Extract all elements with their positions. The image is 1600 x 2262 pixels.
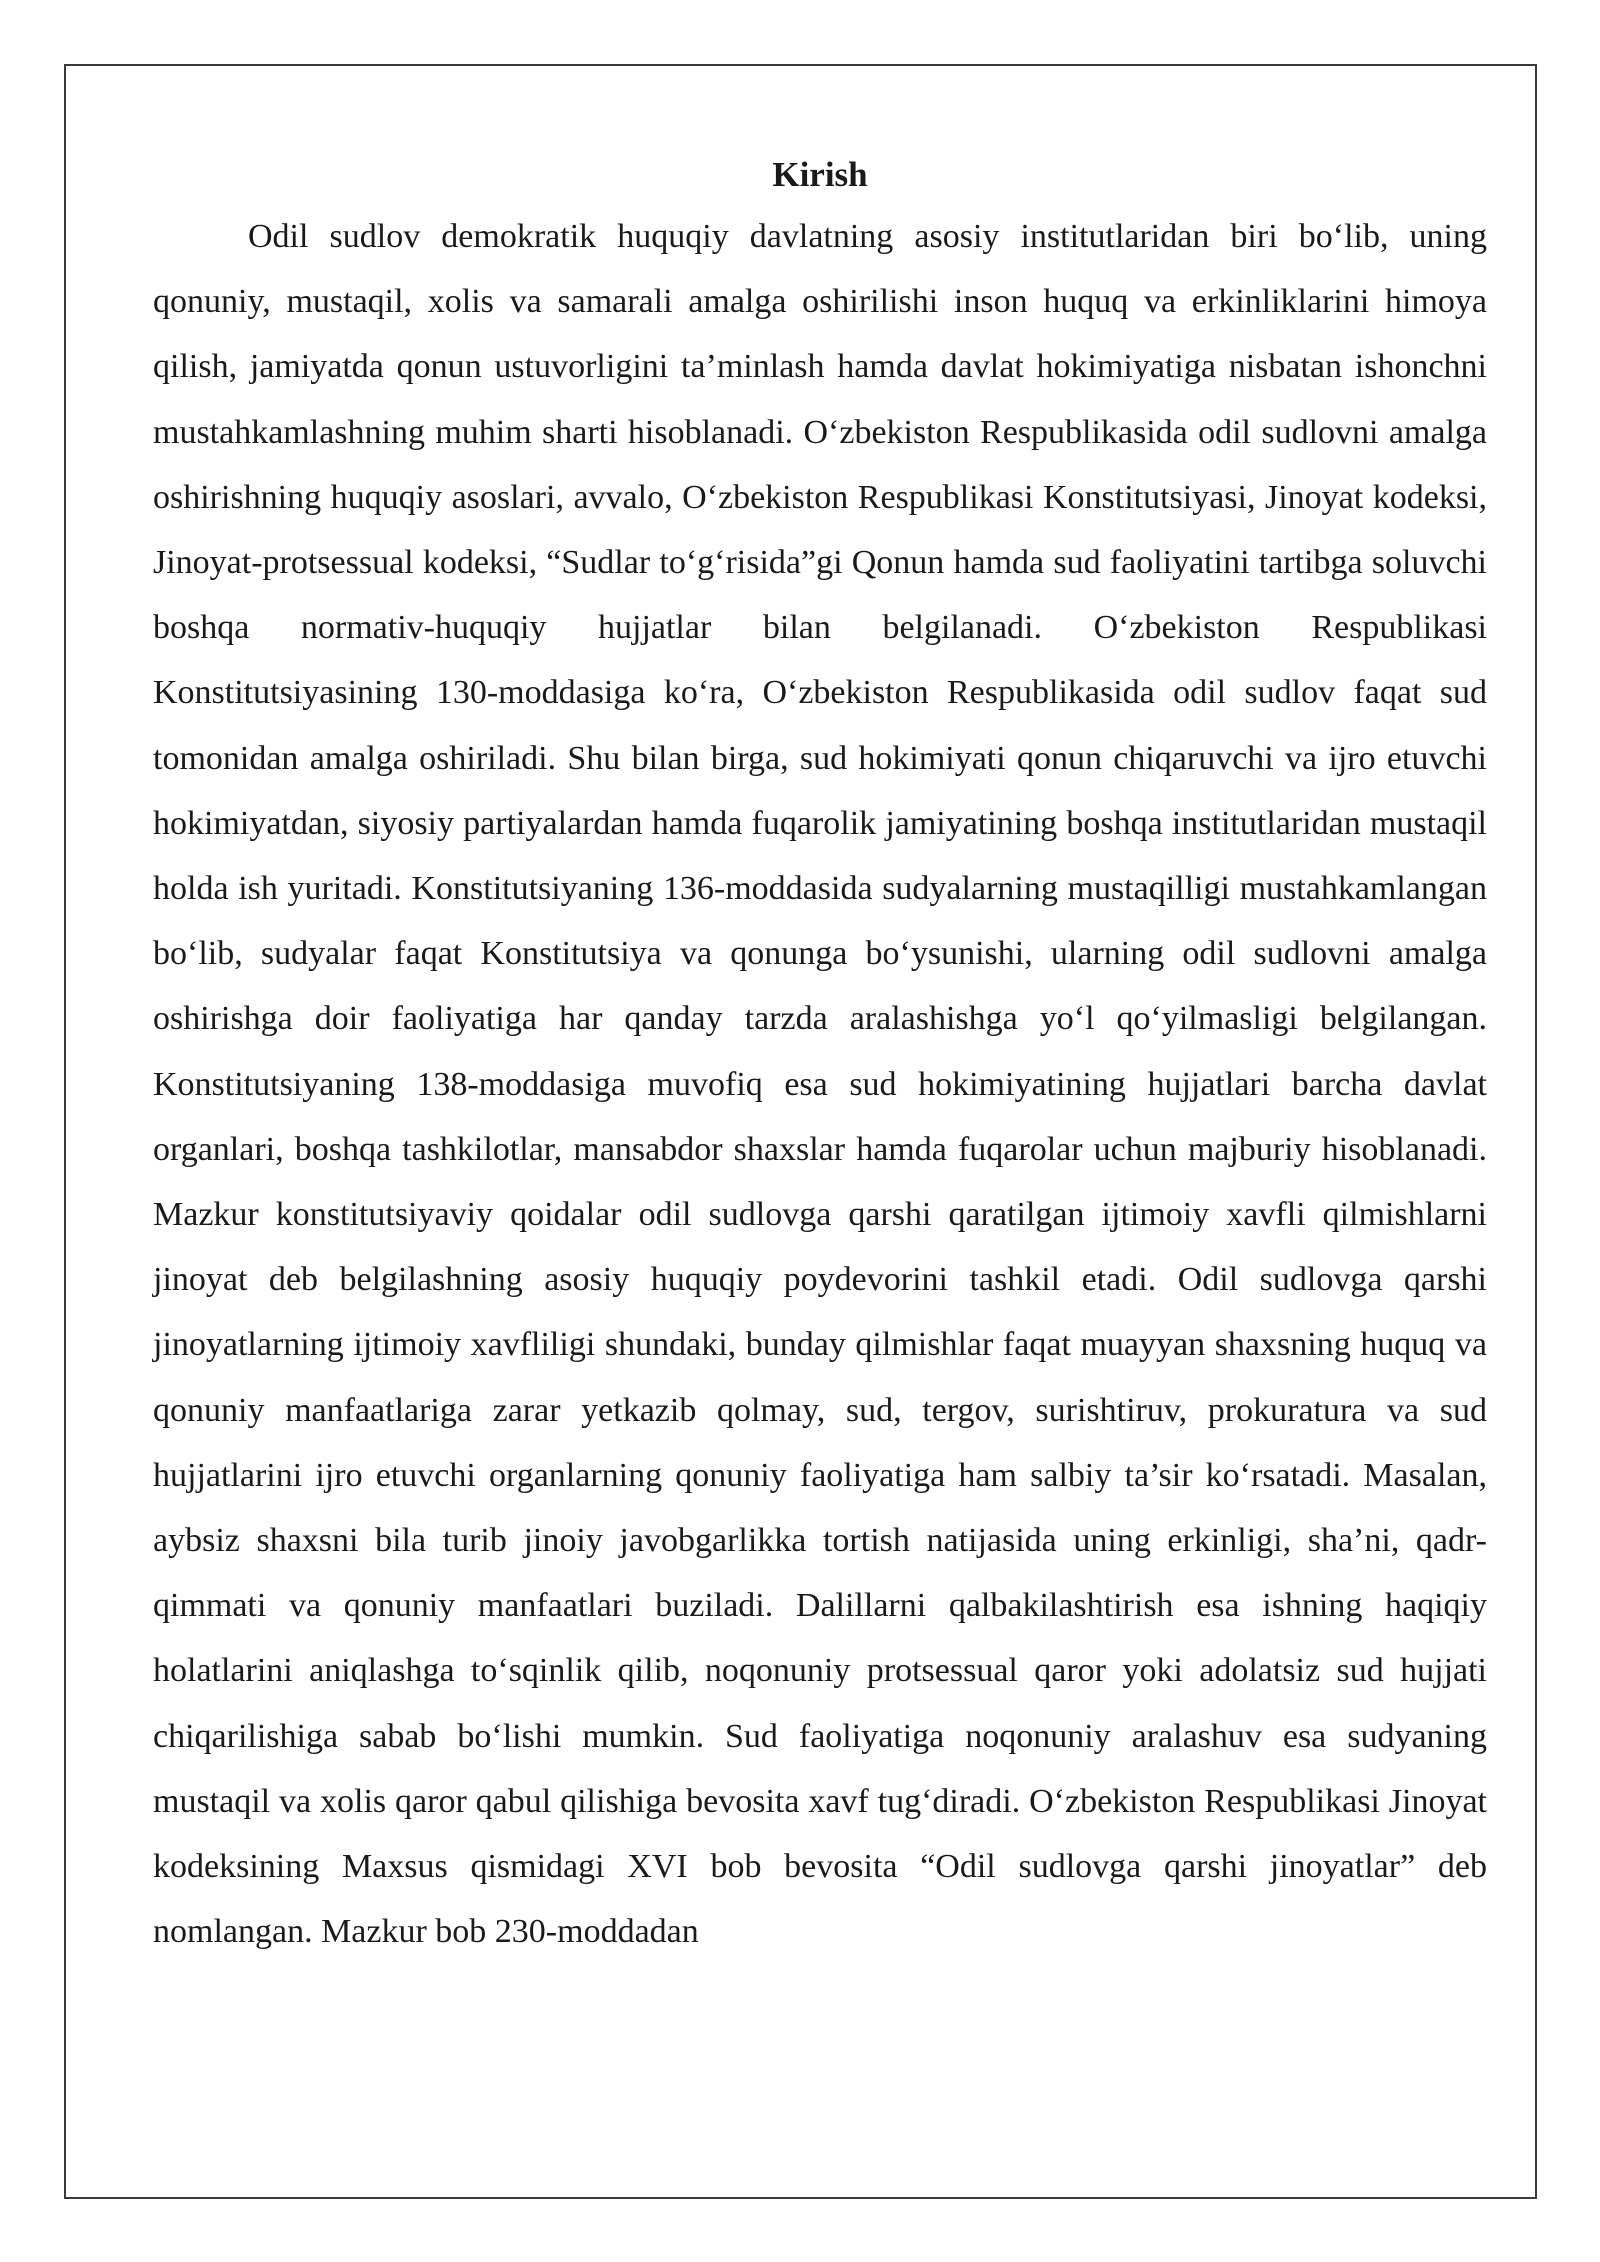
document-title: Kirish xyxy=(772,155,868,194)
document-paragraph: Odil sudlov demokratik huquqiy davlatning asosiy institutlaridan biri bo‘lib, uning qonuniy, mustaqil, xolis va samarali amalga oshirilishi inson huquq va erkinliklarini himoya qilish, jamiyatda qonun ustuvorligini ta’minlash hamda davlat hokimiyatiga nisbatan ishonchni mustahkamlashning muhim sharti hisoblanadi. O‘zbekiston Respublikasida odil sudlovni amalga oshirishning huquqiy asoslari, avvalo, O‘zbekiston Respublikasi Konstitutsiyasi, Jinoyat kodeksi, Jinoyat-protsessual kodeksi, “Sudlar to‘g‘risida”gi Qonun hamda sud faoliyatini tartibga soluvchi boshqa normativ-huquqiy hujjatlar bilan belgilanadi. O‘zbekiston Respublikasi Konstitutsiyasining 130-moddasiga ko‘ra, O‘zbekiston Respublikasida odil sudlov faqat sud tomonidan amalga oshiriladi. Shu bilan birga, sud hokimiyati qonun chiqaruvchi va ijro etuvchi hokimiyatdan, siyosiy partiyalardan hamda fuqarolik jamiyatining boshqa institutlaridan mustaqil holda ish yuritadi. Konstitutsiyaning 136-moddasida sudyalarning mustaqilligi mustahkamlangan bo‘lib, sudyalar faqat Konstitutsiya va qonunga bo‘ysunishi, ularning odil sudlovni amalga oshirishga doir faoliyatiga har qanday tarzda aralashishga yo‘l qo‘yilmasligi belgilangan. Konstitutsiyaning 138-moddasiga muvofiq esa sud hokimiyatining hujjatlari barcha davlat organlari, boshqa tashkilotlar, mansabdor shaxslar hamda fuqarolar uchun majburiy hisoblanadi. Mazkur konstitutsiyaviy qoidalar odil sudlovga qarshi qaratilgan ijtimoiy xavfli qilmishlarni jinoyat deb belgilashning asosiy huquqiy poydevorini tashkil etadi. Odil sudlovga qarshi jinoyatlarning ijtimoiy xavfliligi shundaki, bunday qilmishlar faqat muayyan shaxsning huquq va qonuniy manfaatlariga zarar yetkazib qolmay, sud, tergov, surishtiruv, prokuratura va sud hujjatlarini ijro etuvchi organlarning qonuniy faoliyatiga ham salbiy ta’sir ko‘rsatadi. Masalan, aybsiz shaxsni bila turib jinoiy javobgarlikka tortish natijasida uning erkinligi, sha’ni, qadr-qimmati va qonuniy manfaatlari buziladi. Dalillarni qalbakilashtirish esa ishning haqiqiy holatlarini aniqlashga to‘sqinlik qilib, noqonuniy protsessual qaror yoki adolatsiz sud hujjati chiqarilishiga sabab bo‘lishi mumkin. Sud faoliyatiga noqonuniy aralashuv esa sudyaning mustaqil va xolis qaror qabul qilishiga bevosita xavf tug‘diradi. O‘zbekiston Respublikasi Jinoyat kodeksining Maxsus qismidagi XVI bob bevosita “Odil sudlovga qarshi jinoyatlar” deb nomlangan. Mazkur bob 230-moddadan xyxy=(153,218,1487,1951)
document-content xyxy=(153,146,1487,1964)
